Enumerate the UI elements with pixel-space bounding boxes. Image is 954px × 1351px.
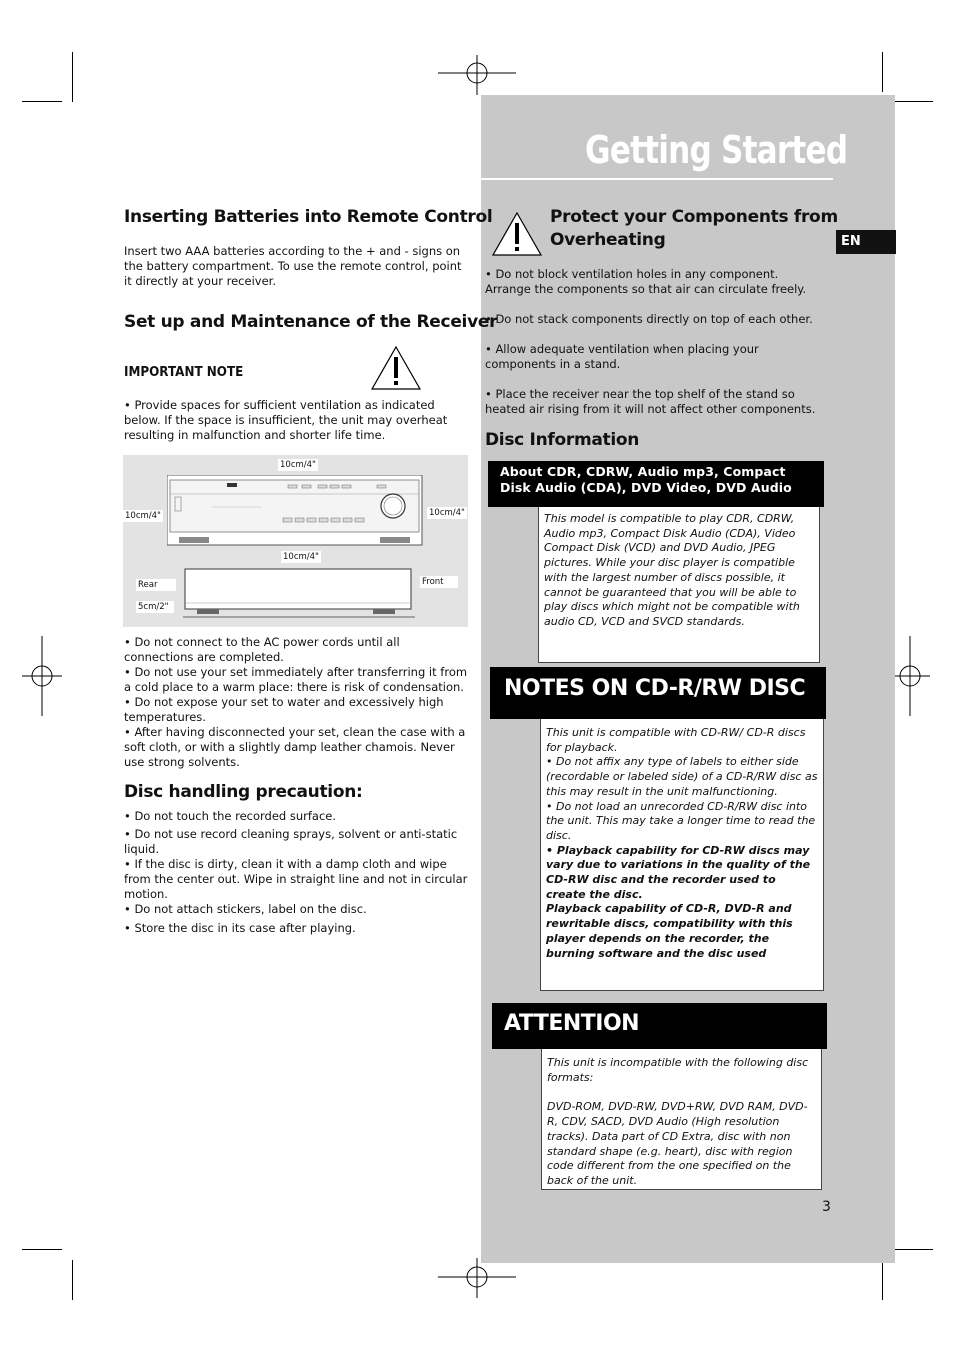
warning-icon bbox=[491, 211, 543, 257]
disc-handling-bullet: • If the disc is dirty, clean it with a damp cloth and wipe from the center out. Wipe in straight line and not in circular motion. bbox=[124, 857, 468, 901]
protect-heading-line1: Protect your Components from bbox=[550, 207, 838, 227]
page-title: Getting Started bbox=[585, 128, 848, 172]
disc-info-text: This model is compatible to play CDR, CDRW, Audio mp3, Compact Disk Audio (CDA), Video Compact Disk (VCD) and DVD Audio, JPEG pictures. While your disc player is compatible with the largest number of discs possible, it cannot be guaranteed that you will be able to play discs which might not be compatible with audio CD, VCD and SVCD standards. bbox=[544, 512, 800, 628]
cdrw-line: This unit is compatible with CD-RW/ CD-R discs for playback. bbox=[546, 726, 806, 754]
disc-handling-heading: Disc handling precaution: bbox=[124, 782, 363, 802]
cdrw-line: • Do not affix any type of labels to either side (recordable or labeled side) of a CD-R/RW disc as this may result in the unit malfunctioning. bbox=[546, 755, 818, 798]
attention-box bbox=[541, 1042, 822, 1190]
title-underline bbox=[481, 178, 833, 180]
rear-label: Rear bbox=[136, 579, 176, 591]
clearance-left-label: 10cm/4" bbox=[125, 511, 161, 521]
cdrw-heading: NOTES ON CD-R/RW DISC bbox=[490, 667, 826, 719]
setup-bullet: • Do not expose your set to water and excessively high temperatures. bbox=[124, 695, 444, 724]
disc-handling-bullet: • Do not touch the recorded surface. bbox=[124, 809, 337, 823]
protect-bullet: • Do not stack components directly on top of each other. bbox=[485, 312, 813, 326]
front-label: Front bbox=[420, 576, 458, 588]
clearance-bottom-label: 10cm/4" bbox=[283, 552, 319, 562]
attention-line1: This unit is incompatible with the following disc formats: bbox=[547, 1056, 809, 1084]
crop-mark bbox=[72, 52, 73, 102]
batteries-text: Insert two AAA batteries according to the + and - signs on the battery compartment. To use the remote control, point it directly at your receiver. bbox=[124, 244, 462, 288]
setup-bullet: • Do not connect to the AC power cords until all connections are completed. bbox=[124, 635, 400, 664]
protect-bullet: • Allow adequate ventilation when placing your components in a stand. bbox=[485, 342, 759, 371]
crop-mark bbox=[22, 1249, 62, 1250]
protect-bullet: • Place the receiver near the top shelf of the stand so heated air rising from it will not affect other components. bbox=[485, 387, 816, 416]
disc-info-box bbox=[538, 500, 820, 663]
disc-info-heading: Disc Information bbox=[485, 430, 640, 450]
crop-mark bbox=[893, 1249, 933, 1250]
warning-icon bbox=[370, 345, 422, 391]
protect-bullet: • Do not block ventilation holes in any component. Arrange the components so that air can circulate freely. bbox=[485, 267, 807, 296]
crop-mark bbox=[882, 1260, 883, 1300]
registration-mark-bottom bbox=[438, 1258, 516, 1298]
clearance-top-label: 10cm/4" bbox=[280, 460, 316, 470]
language-tab: EN bbox=[836, 230, 896, 254]
disc-handling-bullet: • Store the disc in its case after playing. bbox=[124, 921, 356, 935]
page-number: 3 bbox=[822, 1199, 831, 1215]
attention-line2: DVD-ROM, DVD-RW, DVD+RW, DVD RAM, DVD-R, CDV, SACD, DVD Audio (High resolution tracks). Data part of CD Extra, disc with non standard shape (e.g. heart), disc with region code different from the one specified on the back of the unit. bbox=[547, 1100, 808, 1187]
important-note-label: IMPORTANT NOTE bbox=[124, 365, 244, 380]
disc-info-box-heading: About CDR, CDRW, Audio mp3, Compact Disk Audio (CDA), DVD Video, DVD Audio bbox=[488, 461, 824, 507]
crop-mark bbox=[882, 52, 883, 92]
setup-bullet: • Do not use your set immediately after transferring it from a cold place to a warm place: there is risk of condensation. bbox=[124, 665, 468, 694]
protect-heading bbox=[550, 206, 838, 252]
disc-handling-bullet: • Do not attach stickers, label on the disc. bbox=[124, 902, 367, 916]
receiver-side-illustration bbox=[183, 567, 415, 619]
attention-heading: ATTENTION bbox=[492, 1003, 827, 1049]
crop-mark bbox=[22, 101, 62, 102]
registration-mark-right bbox=[890, 636, 930, 716]
protect-heading-line2: Overheating bbox=[550, 230, 666, 250]
cdrw-bold-line: • Playback capability for CD-RW discs may vary due to variations in the quality of the CD-RW disc and the recorder used to create the disc. bbox=[546, 843, 811, 901]
crop-mark bbox=[72, 1260, 73, 1300]
batteries-heading: Inserting Batteries into Remote Control bbox=[124, 207, 493, 227]
ventilation-diagram bbox=[123, 455, 468, 627]
setup-bullets bbox=[124, 635, 470, 770]
registration-mark-top bbox=[438, 55, 516, 95]
disc-handling-bullets bbox=[124, 809, 470, 936]
batteries-body bbox=[124, 244, 469, 289]
ventilation-note bbox=[124, 398, 469, 443]
registration-mark-left bbox=[22, 636, 62, 716]
ventilation-text: • Provide spaces for sufficient ventilation as indicated below. If the space is insufficient, the unit may overheat resulting in malfunction and shorter life time. bbox=[124, 398, 448, 442]
protect-bullets bbox=[485, 267, 825, 417]
clearance-under-label: 5cm/2" bbox=[136, 601, 174, 613]
disc-handling-bullet: • Do not use record cleaning sprays, solvent or anti-static liquid. bbox=[124, 827, 458, 856]
crop-mark bbox=[893, 101, 933, 102]
cdrw-bold-line: Playback capability of CD-R, DVD-R and rewritable discs, compatibility with this player depends on the recorder, the burning software and the disc used bbox=[546, 902, 793, 960]
clearance-right-label: 10cm/4" bbox=[429, 508, 465, 518]
cdrw-line: • Do not load an unrecorded CD-R/RW disc into the unit. This may take a longer time to read the disc. bbox=[546, 799, 816, 842]
setup-heading: Set up and Maintenance of the Receiver bbox=[124, 312, 498, 332]
setup-bullet: • After having disconnected your set, clean the case with a soft cloth, or with a slightly damp leather chamois. Never use strong solvents. bbox=[124, 725, 466, 769]
cdrw-box bbox=[540, 712, 824, 991]
receiver-front-illustration bbox=[167, 475, 423, 547]
